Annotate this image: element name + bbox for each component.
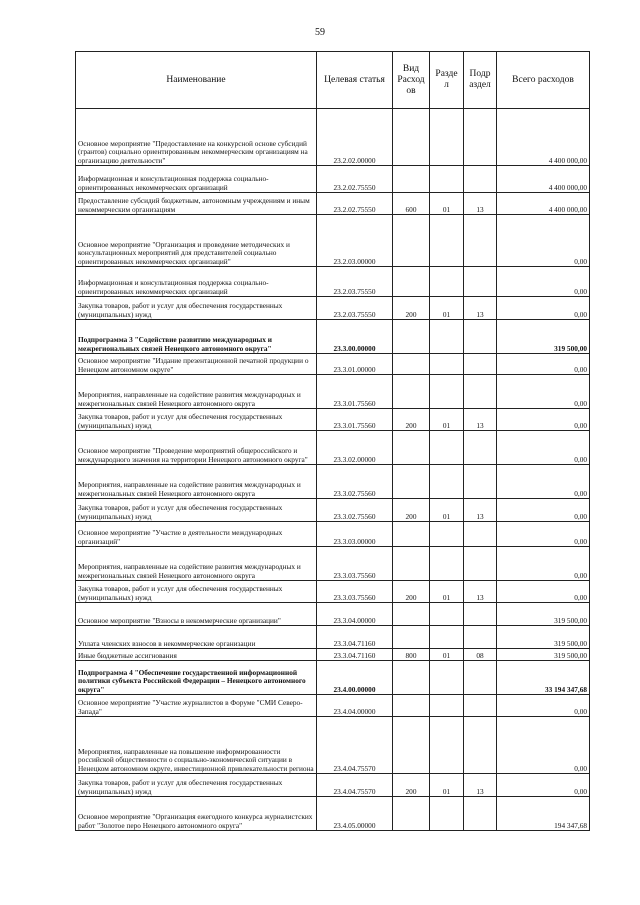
cell-section: 01	[430, 581, 464, 603]
cell-expense-type	[393, 626, 430, 649]
cell-subsection	[464, 431, 497, 465]
table-row	[76, 109, 590, 166]
table-row	[76, 431, 590, 465]
cell-section	[430, 431, 464, 465]
cell-subsection	[464, 603, 497, 626]
cell-name: Закупка товаров, работ и услуг для обеспечения государственных (муниципальных) нужд	[76, 499, 317, 522]
cell-total: 0,00	[497, 409, 590, 431]
cell-section: 01	[430, 297, 464, 320]
table-row	[76, 465, 590, 499]
cell-target-article: 23.3.03.00000	[317, 522, 393, 547]
cell-subsection	[464, 522, 497, 547]
cell-subsection	[464, 695, 497, 717]
cell-expense-type	[393, 267, 430, 297]
cell-subsection	[464, 320, 497, 354]
cell-total: 0,00	[497, 499, 590, 522]
cell-expense-type: 600	[393, 193, 430, 215]
cell-section: 01	[430, 774, 464, 797]
cell-expense-type	[393, 166, 430, 193]
table-row	[76, 717, 590, 774]
page-number: 59	[315, 27, 325, 38]
table-row	[76, 649, 590, 661]
cell-expense-type	[393, 320, 430, 354]
cell-target-article: 23.3.04.71160	[317, 626, 393, 649]
cell-section	[430, 717, 464, 774]
cell-name: Основное мероприятие "Организация и проведение методических и консультационных мероприятий для представителей социально ориентированных некоммерческих организаций"	[76, 215, 317, 267]
cell-total: 0,00	[497, 267, 590, 297]
cell-name: Предоставление субсидий бюджетным, автономным учреждениям и иным некоммерческим организациям	[76, 193, 317, 215]
cell-name: Мероприятия, направленные на содействие развития международных и межрегиональных связей Ненецкого автономного округа	[76, 547, 317, 581]
table-row	[76, 375, 590, 409]
table-row	[76, 547, 590, 581]
cell-expense-type: 200	[393, 581, 430, 603]
cell-name: Основное мероприятие "Участие журналистов в Форуме "СМИ Северо-Запада"	[76, 695, 317, 717]
cell-expense-type: 200	[393, 499, 430, 522]
cell-name: Основное мероприятие "Взносы в некоммерческие организации"	[76, 603, 317, 626]
cell-total: 0,00	[497, 354, 590, 375]
cell-expense-type	[393, 354, 430, 375]
cell-target-article: 23.3.04.71160	[317, 649, 393, 661]
cell-target-article: 23.3.01.75560	[317, 375, 393, 409]
cell-total: 4 400 000,00	[497, 166, 590, 193]
cell-name: Информационная и консультационная поддержка социально-ориентированных некоммерческих организаций	[76, 166, 317, 193]
cell-name: Основное мероприятие "Предоставление на конкурсной основе субсидий (грантов) социально ориентированным некоммерческим организациям на организацию деятельности"	[76, 109, 317, 166]
cell-expense-type	[393, 215, 430, 267]
cell-subsection	[464, 375, 497, 409]
cell-subsection	[464, 661, 497, 695]
table-row	[76, 661, 590, 695]
cell-name: Закупка товаров, работ и услуг для обеспечения государственных (муниципальных) нужд	[76, 581, 317, 603]
cell-name: Мероприятия, направленные на повышение информированности российской общественности о социально-экономической ситуации в Ненецком автономном округе, инвестиционной привлекательности региона	[76, 717, 317, 774]
cell-subsection: 13	[464, 499, 497, 522]
table-row	[76, 409, 590, 431]
cell-total: 0,00	[497, 465, 590, 499]
cell-target-article: 23.3.04.00000	[317, 603, 393, 626]
cell-subsection	[464, 547, 497, 581]
cell-expense-type	[393, 603, 430, 626]
header-name: Наименование	[76, 52, 317, 109]
cell-target-article: 23.3.01.75560	[317, 409, 393, 431]
cell-section	[430, 215, 464, 267]
cell-total: 0,00	[497, 375, 590, 409]
cell-target-article: 23.3.00.00000	[317, 320, 393, 354]
cell-subsection	[464, 267, 497, 297]
cell-target-article: 23.2.03.00000	[317, 215, 393, 267]
cell-target-article: 23.2.02.75550	[317, 166, 393, 193]
table-row	[76, 603, 590, 626]
cell-target-article: 23.4.04.00000	[317, 695, 393, 717]
cell-section	[430, 166, 464, 193]
cell-expense-type: 200	[393, 409, 430, 431]
cell-subsection	[464, 626, 497, 649]
cell-target-article: 23.4.04.75570	[317, 774, 393, 797]
cell-target-article: 23.2.03.75550	[317, 267, 393, 297]
cell-total: 0,00	[497, 695, 590, 717]
cell-name: Мероприятия, направленные на содействие развития международных и межрегиональных связей Ненецкого автономного округа	[76, 465, 317, 499]
cell-target-article: 23.3.01.00000	[317, 354, 393, 375]
table-row	[76, 695, 590, 717]
cell-subsection: 08	[464, 649, 497, 661]
cell-target-article: 23.3.02.75560	[317, 499, 393, 522]
cell-section: 01	[430, 499, 464, 522]
table-row	[76, 215, 590, 267]
cell-total: 319 500,00	[497, 603, 590, 626]
cell-section: 01	[430, 193, 464, 215]
table-body	[76, 109, 590, 831]
cell-total: 0,00	[497, 215, 590, 267]
cell-subsection	[464, 717, 497, 774]
cell-section	[430, 375, 464, 409]
cell-expense-type	[393, 661, 430, 695]
cell-name: Основное мероприятие "Участие в деятельности международных организаций"	[76, 522, 317, 547]
cell-section: 01	[430, 649, 464, 661]
cell-target-article: 23.2.02.75550	[317, 193, 393, 215]
cell-name: Мероприятия, направленные на содействие развития международных и межрегиональных связей Ненецкого автономного округа	[76, 375, 317, 409]
cell-name: Закупка товаров, работ и услуг для обеспечения государственных (муниципальных) нужд	[76, 774, 317, 797]
cell-name: Закупка товаров, работ и услуг для обеспечения государственных (муниципальных) нужд	[76, 297, 317, 320]
cell-total: 319 500,00	[497, 626, 590, 649]
cell-total: 319 500,00	[497, 649, 590, 661]
header-expense-type: Вид Расход ов	[393, 52, 430, 109]
cell-expense-type	[393, 797, 430, 831]
table-row	[76, 166, 590, 193]
cell-target-article: 23.3.02.75560	[317, 465, 393, 499]
table-row	[76, 774, 590, 797]
header-section: Разде л	[430, 52, 464, 109]
header-subsection: Подр аздел	[464, 52, 497, 109]
table-row	[76, 193, 590, 215]
cell-total: 0,00	[497, 297, 590, 320]
cell-total: 0,00	[497, 547, 590, 581]
cell-subsection: 13	[464, 409, 497, 431]
table-row	[76, 499, 590, 522]
cell-target-article: 23.3.03.75560	[317, 581, 393, 603]
cell-name: Основное мероприятие "Издание презентационной печатной продукции о Ненецком автономном округе"	[76, 354, 317, 375]
table-row	[76, 320, 590, 354]
cell-expense-type	[393, 717, 430, 774]
cell-expense-type: 800	[393, 649, 430, 661]
cell-subsection	[464, 797, 497, 831]
cell-subsection	[464, 166, 497, 193]
cell-expense-type: 200	[393, 297, 430, 320]
cell-target-article: 23.2.03.75550	[317, 297, 393, 320]
cell-name: Основное мероприятие "Организация ежегодного конкурса журналистских работ "Золотое перо Ненецкого автономного округа"	[76, 797, 317, 831]
cell-target-article: 23.3.02.00000	[317, 431, 393, 465]
table-row	[76, 626, 590, 649]
cell-subsection	[464, 109, 497, 166]
cell-expense-type	[393, 375, 430, 409]
cell-section	[430, 626, 464, 649]
cell-total: 33 194 347,68	[497, 661, 590, 695]
cell-subsection: 13	[464, 193, 497, 215]
header-total-expenses: Всего расходов	[497, 52, 590, 109]
cell-total: 194 347,68	[497, 797, 590, 831]
cell-total: 4 400 000,00	[497, 193, 590, 215]
cell-section	[430, 547, 464, 581]
cell-section	[430, 354, 464, 375]
cell-subsection	[464, 465, 497, 499]
cell-total: 0,00	[497, 717, 590, 774]
cell-name: Иные бюджетные ассигнования	[76, 649, 317, 661]
cell-section	[430, 522, 464, 547]
cell-section	[430, 603, 464, 626]
cell-subsection: 13	[464, 297, 497, 320]
cell-subsection	[464, 354, 497, 375]
cell-target-article: 23.4.04.75570	[317, 717, 393, 774]
cell-name: Закупка товаров, работ и услуг для обеспечения государственных (муниципальных) нужд	[76, 409, 317, 431]
cell-expense-type	[393, 431, 430, 465]
header-target-article: Целевая статья	[317, 52, 393, 109]
cell-subsection	[464, 215, 497, 267]
cell-section	[430, 797, 464, 831]
cell-section	[430, 661, 464, 695]
cell-total: 0,00	[497, 774, 590, 797]
cell-section	[430, 267, 464, 297]
cell-expense-type	[393, 547, 430, 581]
table-header-row	[76, 52, 590, 109]
table-row	[76, 297, 590, 320]
table-row	[76, 522, 590, 547]
cell-subsection: 13	[464, 774, 497, 797]
cell-total: 0,00	[497, 431, 590, 465]
cell-total: 4 400 000,00	[497, 109, 590, 166]
cell-total: 0,00	[497, 581, 590, 603]
table-row	[76, 354, 590, 375]
cell-target-article: 23.2.02.00000	[317, 109, 393, 166]
cell-section	[430, 695, 464, 717]
cell-name: Основное мероприятие "Проведение мероприятий общероссийского и международного значения на территории Ненецкого автономного округа"	[76, 431, 317, 465]
cell-name: Уплата членских взносов в некоммерческие организации	[76, 626, 317, 649]
cell-target-article: 23.4.05.00000	[317, 797, 393, 831]
cell-section	[430, 109, 464, 166]
cell-total: 319 500,00	[497, 320, 590, 354]
cell-name: Информационная и консультационная поддержка социально-ориентированных некоммерческих организаций	[76, 267, 317, 297]
cell-subsection: 13	[464, 581, 497, 603]
cell-expense-type: 200	[393, 774, 430, 797]
cell-expense-type	[393, 465, 430, 499]
table-row	[76, 267, 590, 297]
table-row	[76, 581, 590, 603]
cell-expense-type	[393, 695, 430, 717]
cell-section: 01	[430, 409, 464, 431]
cell-expense-type	[393, 522, 430, 547]
cell-expense-type	[393, 109, 430, 166]
cell-section	[430, 465, 464, 499]
cell-name: Подпрограмма 4 "Обеспечение государственной информационной политики субъекта Российской Федерации – Ненецкого автономного округа"	[76, 661, 317, 695]
cell-target-article: 23.4.00.00000	[317, 661, 393, 695]
cell-target-article: 23.3.03.75560	[317, 547, 393, 581]
cell-total: 0,00	[497, 522, 590, 547]
table-row	[76, 797, 590, 831]
cell-name: Подпрограмма 3 "Содействие развитию международных и межрегиональных связей Ненецкого автономного округа"	[76, 320, 317, 354]
budget-table	[75, 51, 590, 831]
cell-section	[430, 320, 464, 354]
